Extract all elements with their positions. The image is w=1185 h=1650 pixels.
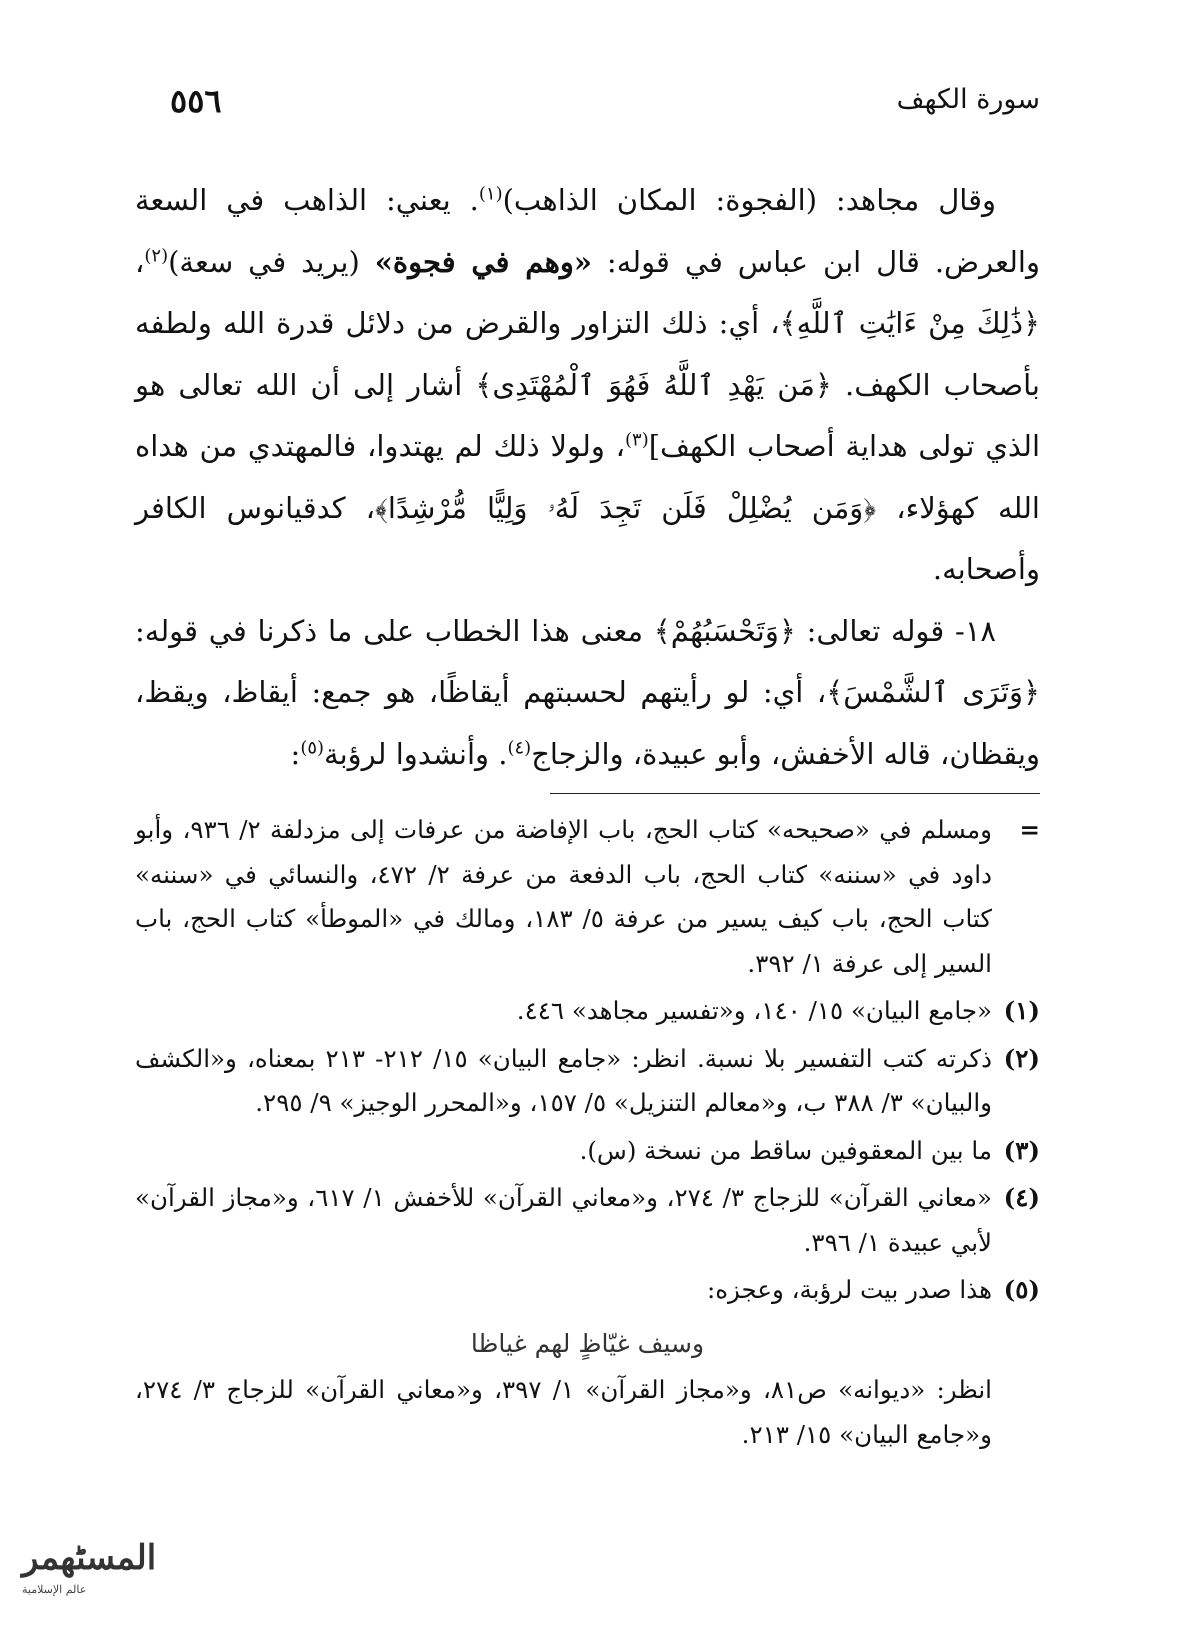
quote-text: «وهم في فجوة» (374, 244, 592, 279)
logo-text: المسٹهمر (22, 1538, 157, 1578)
footnote-5-sources: انظر: «ديوانه» ص٨١، و«مجاز القرآن» ١/ ٣٩٧، و«معاني القرآن» للزجاج ٣/ ٢٧٤، و«جامع البيان» ١٥/ ٢١٣. (135, 1375, 992, 1449)
poem-verse: وسيف غيّاظٍ لهم غياظا (470, 1328, 705, 1358)
footnote-4 (135, 1176, 1040, 1265)
publisher-logo (8, 1538, 158, 1618)
footnote-ref-5[interactable]: (٥) (300, 736, 325, 758)
sura-title: سورة الكهف (896, 84, 1040, 115)
text-run: وقال مجاهد: (الفجوة: المكان الذاهب) (502, 183, 996, 217)
footnote-divider (550, 793, 1040, 794)
footnotes (135, 808, 1040, 1457)
footnote-ref-1[interactable]: (١) (478, 183, 503, 205)
text-run: ، ﴿ذَٰلِكَ مِنْ ءَايَٰتِ ٱللَّهِ﴾، أي: ذلك التزاور والقرض من دلائل قدرة الله ولطفه بأصحاب الكهف. ﴿مَن يَهْدِ ٱللَّهُ فَهُوَ ٱلْمُهْتَدِى﴾ أشار إلى أن الله تعالى هو الذي تولى هداية أصحاب الكهف] (135, 244, 1041, 463)
footnote-text: «معاني القرآن» للزجاج ٣/ ٢٧٤، و«معاني القرآن» للأخفش ١/ ٦١٧، و«مجاز القرآن» لأبي عبيدة ١/ ٣٩٦. (135, 1183, 993, 1257)
footnote-text: هذا صدر بيت لرؤبة، وعجزه: (706, 1275, 992, 1304)
footnote-5 (135, 1268, 1040, 1313)
logo-subtext: عالم الإسلامية (22, 1583, 87, 1596)
continuation-mark: = (1019, 815, 1040, 844)
footnote-number: (٣) (1003, 1135, 1040, 1165)
main-text (135, 170, 1040, 785)
footnote-1 (135, 989, 1040, 1034)
text-run: (يريد في سعة) (168, 244, 375, 279)
footnote-number: (٢) (1003, 1043, 1040, 1073)
text-run: ، ولولا ذلك لم يهتدوا، فالمهتدي من هداه الله كهؤلاء، ﴿وَمَن يُضْلِلْ فَلَن تَجِدَ لَهُۥ وَلِيًّا مُّرْشِدًا﴾، كدقيانوس الكافر وأصحابه. (135, 429, 1040, 586)
footnote-ref-3[interactable]: (٣) (624, 429, 649, 451)
footnote-text: ما بين المعقوفين ساقط من نسخة (س). (579, 1135, 992, 1165)
text-run: ١٨- قوله تعالى: ﴿وَتَحْسَبُهُمْ﴾ معنى هذا الخطاب على ما ذكرنا في قوله: ﴿وَتَرَى ٱلشَّمْسَ﴾، أي: لو رأيتهم لحسبتهم أيقاظًا، هو جمع: أيقاظ، ويقظ، ويقظان، قاله الأخفش، وأبو عبيدة، والزجاج (135, 613, 1040, 771)
text-run: . يعني: الذاهب في السعة والعرض. قال ابن عباس في قوله: (135, 183, 1040, 279)
page-number: ٥٥٦ (170, 82, 222, 120)
paragraph-1 (135, 170, 1040, 601)
footnote-text: ومسلم في «صحيحه» كتاب الحج، باب الإفاضة من عرفات إلى مزدلفة ٢/ ٩٣٦، وأبو داود في «سننه» كتاب الحج، باب الدفعة من عرفة ٢/ ٤٧٢، والنسائي في «سننه» كتاب الحج، باب كيف يسير من عرفة ٥/ ١٨٣، ومالك في «الموطأ» كتاب الحج، باب السير إلى عرفة ١/ ٣٩٢. (135, 815, 993, 978)
footnote-continued (135, 808, 1040, 986)
footnote-2 (135, 1037, 1040, 1126)
page-header (170, 82, 1040, 128)
footnote-ref-4[interactable]: (٤) (507, 736, 532, 758)
footnote-number: (١) (1003, 996, 1040, 1025)
text-run: : (290, 736, 301, 771)
footnote-number: (٤) (1003, 1183, 1040, 1212)
footnote-3 (135, 1129, 1040, 1174)
footnote-text: «جامع البيان» ١٥/ ١٤٠، و«تفسير مجاهد» ٤٤٦. (516, 996, 992, 1025)
footnote-text: ذكرته كتب التفسير بلا نسبة. انظر: «جامع البيان» ١٥/ ٢١٢- ٢١٣ بمعناه، و«الكشف والبيان» ٣/ ٣٨٨ ب، و«معالم التنزيل» ٥/ ١٥٧، و«المحرر الوجيز» ٩/ ٢٩٥. (135, 1043, 992, 1117)
footnote-ref-2[interactable]: (٢) (144, 244, 169, 266)
text-run: . وأنشدوا لرؤبة (324, 736, 508, 771)
footnote-number: (٥) (1003, 1275, 1040, 1304)
paragraph-2 (135, 601, 1040, 786)
